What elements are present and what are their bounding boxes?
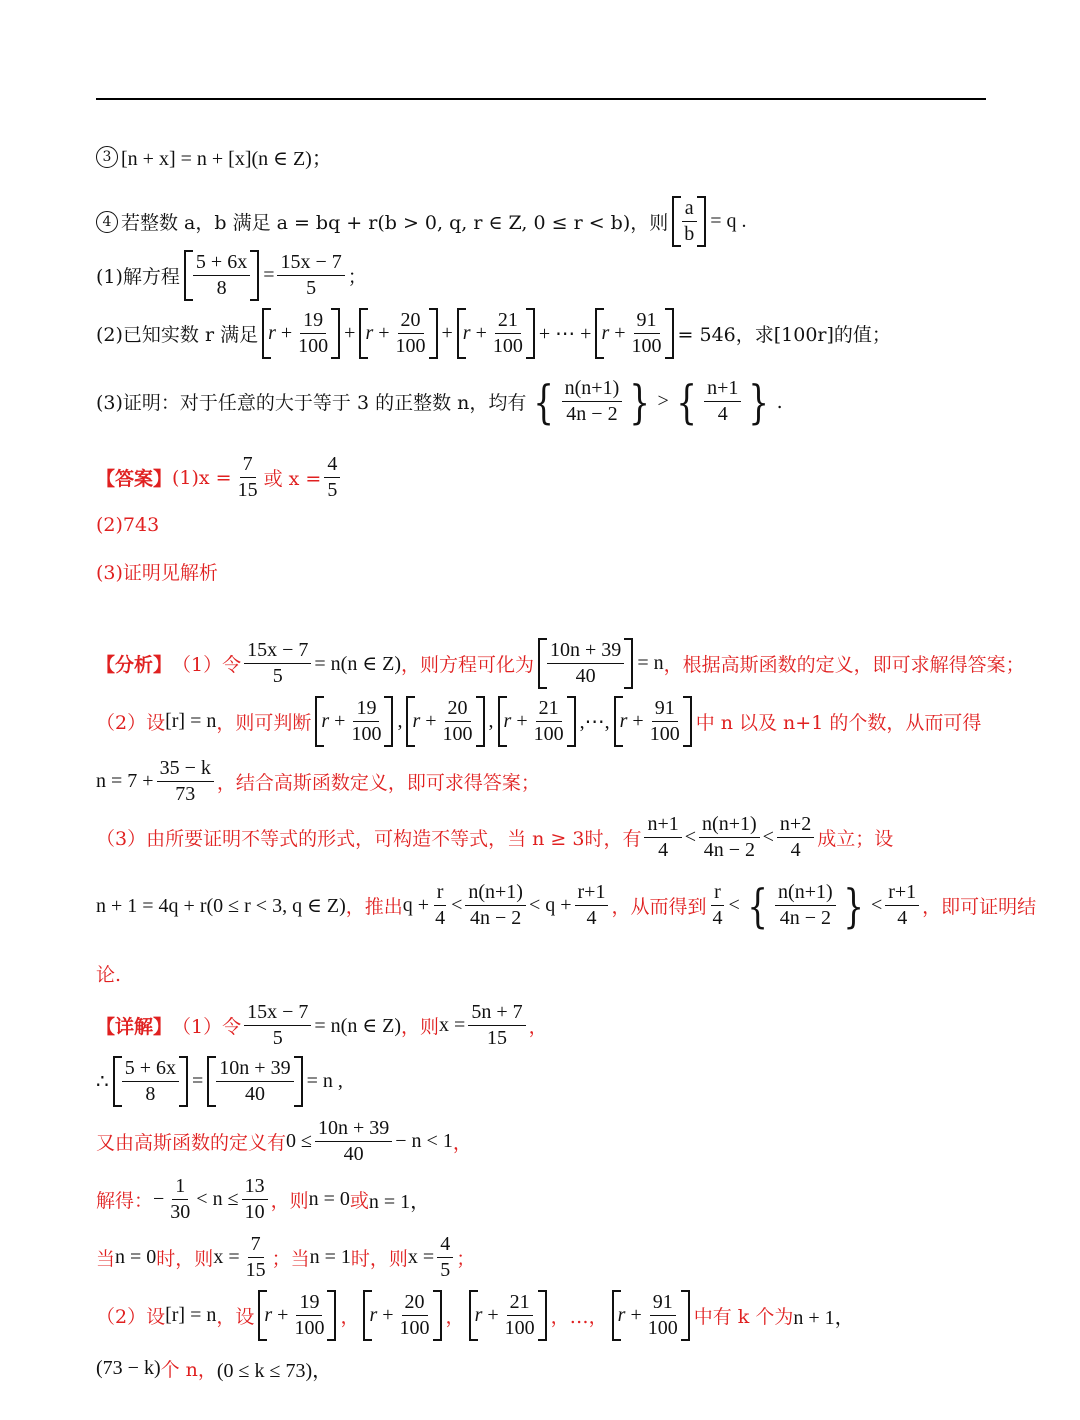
detail-line-1: 【详解】 （1）令 $\frac{15x - 7}{5}$ = n(n ∈ Z) ，则 x = $\frac{5n + 7}{15}$ ， — [96, 1001, 548, 1049]
text: 中 n 以及 n+1 的个数，从而可得 — [695, 712, 982, 734]
frac-num: 5 + 6x — [193, 250, 250, 276]
circle-number: 3 — [96, 146, 118, 168]
frac-den: 5 — [272, 665, 283, 687]
analysis-line-4: （3）由所要证明不等式的形式，可构造不等式，当 n ≥ 3时，有 n+1 4 < n(n+1) 4n − 2 < n+2 4 成立；设 — [96, 813, 894, 861]
frac-den: 100 — [298, 335, 329, 357]
frac-den: 15 — [486, 1027, 507, 1049]
equals: = — [263, 264, 275, 286]
property-3-expr: [n + x] = n + [x](n ∈ Z)； — [121, 148, 332, 170]
text: 或 — [349, 1190, 369, 1212]
analysis-tag: 【分析】 — [96, 654, 173, 676]
math: n = 1 — [309, 1246, 351, 1268]
math: − — [153, 1188, 165, 1210]
analysis-line-2: （2）设 [r] = n ，则可判断 r + $\frac{19}{100}$ , r + $\frac{20}{100}$ , r + $\frac{21}{100}$ ,⋯, r + $\frac{91}{100}$ 中 n 以及 n+1 的个数，从而可得 — [96, 697, 982, 745]
property-3 — [96, 142, 332, 171]
problem-1 — [96, 250, 367, 301]
therefore-symbol: ∴ — [96, 1071, 109, 1093]
text: 解得： — [96, 1190, 154, 1212]
text: ，推出 — [345, 896, 403, 918]
frac-den: 15 — [237, 479, 258, 501]
math: n = 0 — [308, 1188, 350, 1210]
problem-3-tail: . — [776, 390, 783, 413]
analysis-line-6: 论. — [96, 964, 122, 986]
math: n = 0 — [115, 1246, 157, 1268]
frac-den: 8 — [216, 277, 227, 299]
frac-num: 5n + 7 — [468, 1000, 525, 1026]
frac-num: 15x − 7 — [277, 250, 344, 276]
floor-bracket: r + $\frac{20}{100}$ — [359, 308, 437, 359]
frac-num: 19 — [300, 308, 326, 334]
frac-num: 35 − k — [157, 756, 214, 782]
frac-den: 10 — [244, 1201, 265, 1223]
text: ，则可判断 — [216, 712, 312, 734]
math: x = — [407, 1246, 435, 1268]
problem-1-tail: ； — [347, 266, 367, 288]
text: ， — [528, 1016, 548, 1038]
math: n + 1 = 4q + r(0 ≤ r < 3, q ∈ Z) — [96, 895, 346, 917]
frac-den: 100 — [492, 335, 523, 357]
text: 时，则 — [156, 1248, 214, 1270]
property-4 — [96, 196, 747, 247]
answer-or: 或 x = — [263, 468, 322, 490]
floor-bracket: r + $\frac{19}{100}$ — [262, 308, 340, 359]
text: ，则 — [270, 1190, 309, 1212]
detail-line-5: 当 n = 0 时，则 x = $\frac{7}{15}$ ；当 n = 1 时，则 x = $\frac{4}{5}$ ； — [96, 1233, 476, 1281]
text: ，即可证明结 — [922, 896, 1037, 918]
frac-den: 4n − 2 — [566, 403, 618, 425]
math: x = — [213, 1246, 240, 1268]
answer-3: (3)证明见解析 — [96, 562, 218, 584]
text: 又由高斯函数的定义有 — [96, 1132, 287, 1154]
frac-num: n+1 — [704, 376, 741, 402]
text: ，设 — [216, 1306, 255, 1328]
text: （2）设 — [96, 712, 166, 734]
problem-2: (2)已知实数 r 满足 r + $\frac{19}{100}$ + r + $\frac{20}{100}$ + r + $\frac{21}{100}$ + ⋯ + r + $\frac{91}{100}$ = 546，求[100r]的值； — [96, 309, 891, 357]
answer-2: (2)743 — [96, 514, 160, 536]
math: [r] = n — [165, 1304, 217, 1326]
frac-den: 30 — [170, 1201, 191, 1223]
problem-2-label: (2)已知实数 r 满足 — [96, 324, 259, 346]
math: (73 − k) — [96, 1357, 161, 1379]
frac-den: 100 — [631, 335, 662, 357]
detail-line-7 — [96, 1354, 332, 1383]
frac-num: 7 — [240, 452, 256, 478]
circle-number: 4 — [96, 211, 118, 233]
math: < n ≤ — [196, 1188, 239, 1210]
text: ，从而得到 — [611, 896, 707, 918]
math: 0 ≤ — [286, 1130, 312, 1152]
text: 中有 k 个为 — [693, 1306, 794, 1328]
answer-1 — [96, 452, 343, 503]
analysis-line-1 — [96, 638, 1025, 689]
frac-den: 40 — [575, 665, 596, 687]
answer-1-label: (1)x = — [172, 466, 232, 489]
problem-3: (3)证明：对于任意的大于等于 3 的正整数 n，均有 { $\frac{n(n+1)}{4n - 2}$ } > { $\frac{n+1}{4}$ } . — [96, 374, 783, 429]
math: x = — [439, 1014, 466, 1036]
detail-line-6: （2）设 [r] = n ，设 r + $\frac{19}{100}$ ， r + $\frac{20}{100}$ ， r + $\frac{21}{100}$ ，…， r + $\frac{91}{100}$ 中有 k 个为 n + 1， — [96, 1291, 855, 1339]
frac-den: 4 — [717, 403, 728, 425]
frac-num: a — [682, 196, 697, 222]
problem-2-tail: = 546，求[100r]的值； — [677, 324, 891, 346]
frac-den: 5 — [306, 277, 317, 299]
text: ，结合高斯函数定义，即可求得答案； — [216, 772, 540, 794]
frac-num: 10n + 39 — [547, 638, 624, 664]
math: [r] = n — [165, 710, 217, 732]
text: 成立；设 — [817, 828, 894, 850]
answer-tag: 【答案】 — [96, 468, 173, 490]
detail-line-4 — [96, 1174, 430, 1225]
detail-tag: 【详解】 — [96, 1016, 173, 1038]
frac-num: 13 — [242, 1174, 268, 1200]
floor-bracket: r + $\frac{21}{100}$ — [457, 308, 535, 359]
frac-num: 15x − 7 — [244, 638, 311, 664]
math: n + 1， — [793, 1307, 855, 1329]
frac-num: 1 — [172, 1174, 188, 1200]
math: n = 7 + — [96, 770, 154, 792]
math: (0 ≤ k ≤ 73)， — [216, 1360, 333, 1382]
math: = n — [637, 652, 664, 674]
analysis-line-5: n + 1 = 4q + r(0 ≤ r < 3, q ∈ Z) ，推出 q + $\frac{r}{4}$ < n(n+1) 4n − 2 < q + $\frac{r+1}{4}$ ，从而得到 r 4 < { n(n+1) 4n − 2 } < r+1 4 ，即可证明结 — [96, 878, 1037, 933]
frac-den: 5 — [327, 479, 338, 501]
floor-bracket — [672, 196, 706, 247]
text: ；当 — [271, 1248, 310, 1270]
problem-1-label: (1)解方程 — [96, 266, 180, 288]
text: ，则方程可化为 — [401, 654, 535, 676]
floor-bracket — [184, 250, 259, 301]
detail-line-2: ∴ 5 + 6x 8 = 10n + 39 40 = n , — [96, 1057, 343, 1105]
math: = n(n ∈ Z) — [314, 653, 402, 675]
text: ，根据高斯函数的定义，即可求解得答案； — [663, 654, 1025, 676]
frac-num: n(n+1) — [562, 376, 623, 402]
frac-den: 100 — [395, 335, 426, 357]
property-4-text: 若整数 a，b 满足 a = bq + r(b > 0, q, r ∈ Z, 0 ≤ r < b)，则 — [121, 212, 669, 234]
floor-bracket: r + $\frac{91}{100}$ — [595, 308, 673, 359]
frac-num: 21 — [495, 308, 521, 334]
text: 时，则 — [350, 1248, 408, 1270]
analysis-line-3 — [96, 756, 540, 807]
property-4-tail: = q . — [710, 210, 747, 232]
detail-line-3: 又由高斯函数的定义有 0 ≤ $\frac{10n + 39}{40}$ − n < 1 ， — [96, 1117, 472, 1165]
top-rule — [96, 98, 986, 100]
frac-num: 20 — [398, 308, 424, 334]
math: − n < 1 — [395, 1130, 453, 1152]
frac-num: 91 — [634, 308, 660, 334]
frac-den: b — [684, 223, 695, 245]
text: （3）由所要证明不等式的形式，可构造不等式，当 n ≥ 3时，有 — [96, 828, 642, 850]
text: ，则 — [401, 1016, 440, 1038]
math: = n(n ∈ Z) — [314, 1015, 402, 1037]
problem-3-label: (3)证明：对于任意的大于等于 3 的正整数 n，均有 — [96, 392, 527, 414]
text: （2）设 — [96, 1306, 166, 1328]
text: 个 n， — [160, 1359, 217, 1381]
frac-num: 4 — [324, 452, 340, 478]
frac-den: 73 — [175, 783, 196, 805]
text: 当 — [96, 1248, 116, 1270]
ellipsis-sum: + ⋯ + — [538, 323, 592, 345]
math: n = 1， — [368, 1191, 431, 1213]
text: （1）令 — [172, 654, 242, 676]
math: = n , — [306, 1070, 343, 1092]
text: （1）令 — [172, 1016, 242, 1038]
